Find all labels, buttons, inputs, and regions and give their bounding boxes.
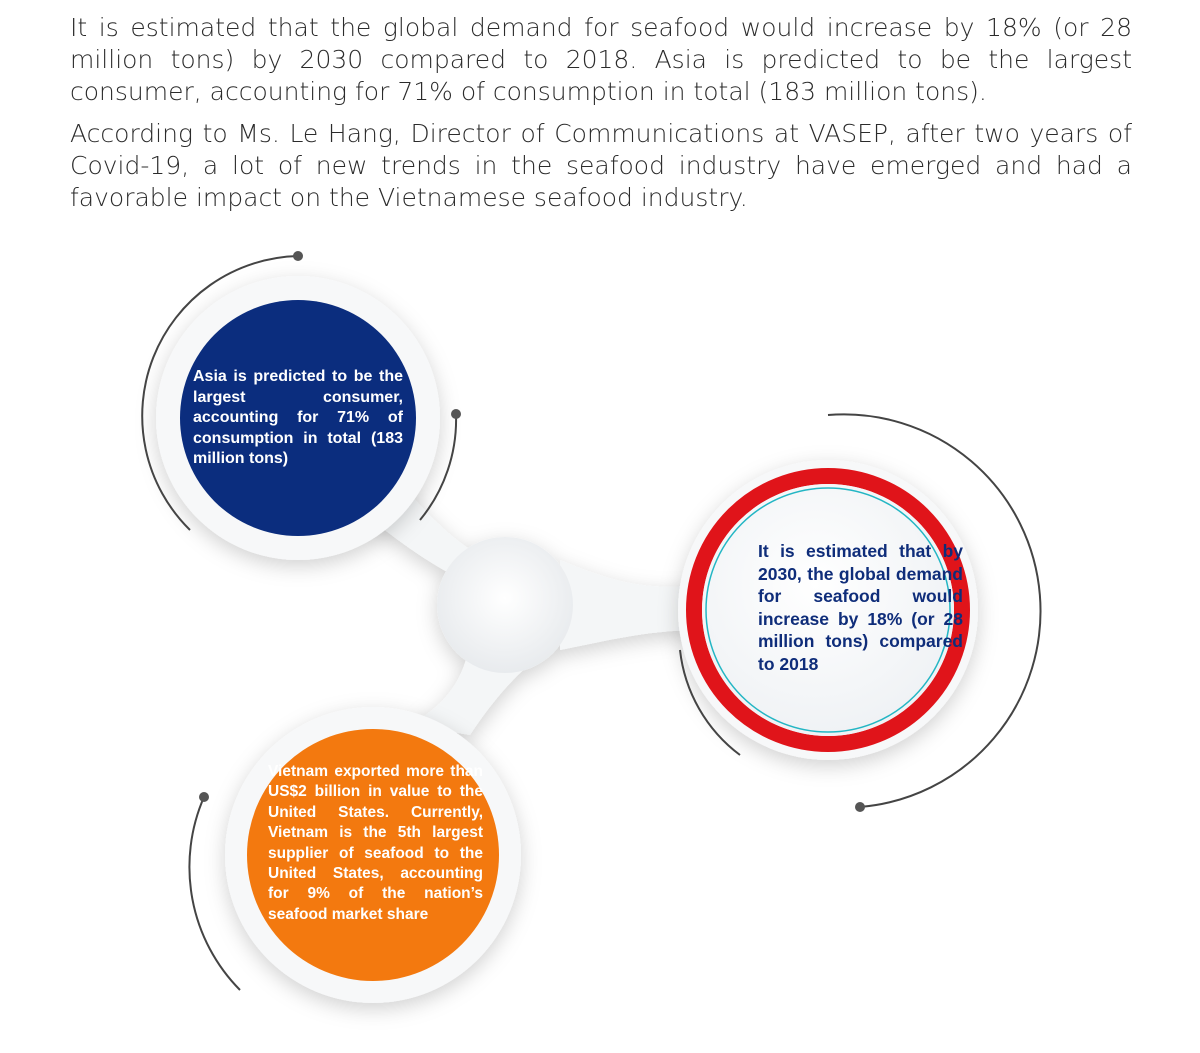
intro-paragraph-1: It is estimated that the global demand for seafood would increase by 18% (or 28 million tons) by 2030 compared to 2018. Asia is predicted to be the largest consumer, accounting for 71% of consumption in total (183 million tons).	[70, 13, 1132, 106]
vietnam-arc-dot	[199, 792, 209, 802]
asia-node-text: Asia is predicted to be the largest consumer, accounting for 71% of consumption in total (183 million tons)	[193, 368, 403, 467]
vietnam-node-text: Vietnam exported more than US$2 billion in value to the United States. Currently, Vietnam is the 5th largest supplier of seafood to the United States, accounting for 9% of the nation’s seafood market share	[268, 763, 483, 923]
asia-arc-dot-right	[451, 409, 461, 419]
connector-shape	[360, 470, 700, 735]
hub-circle	[437, 537, 573, 673]
global-arc-dot	[855, 802, 865, 812]
global-node-text: It is estimated that by 2030, the global demand for seafood would increase by 18% (or 28 million tons) compared to 2018	[758, 541, 963, 674]
asia-arc-dot-top	[293, 251, 303, 261]
intro-paragraph-2: According to Ms. Le Hang, Director of Communications at VASEP, after two years of Covid-19, a lot of new trends in the seafood industry have emerged and had a favorable impact on the Vietnamese seafood industry.	[70, 119, 1132, 212]
